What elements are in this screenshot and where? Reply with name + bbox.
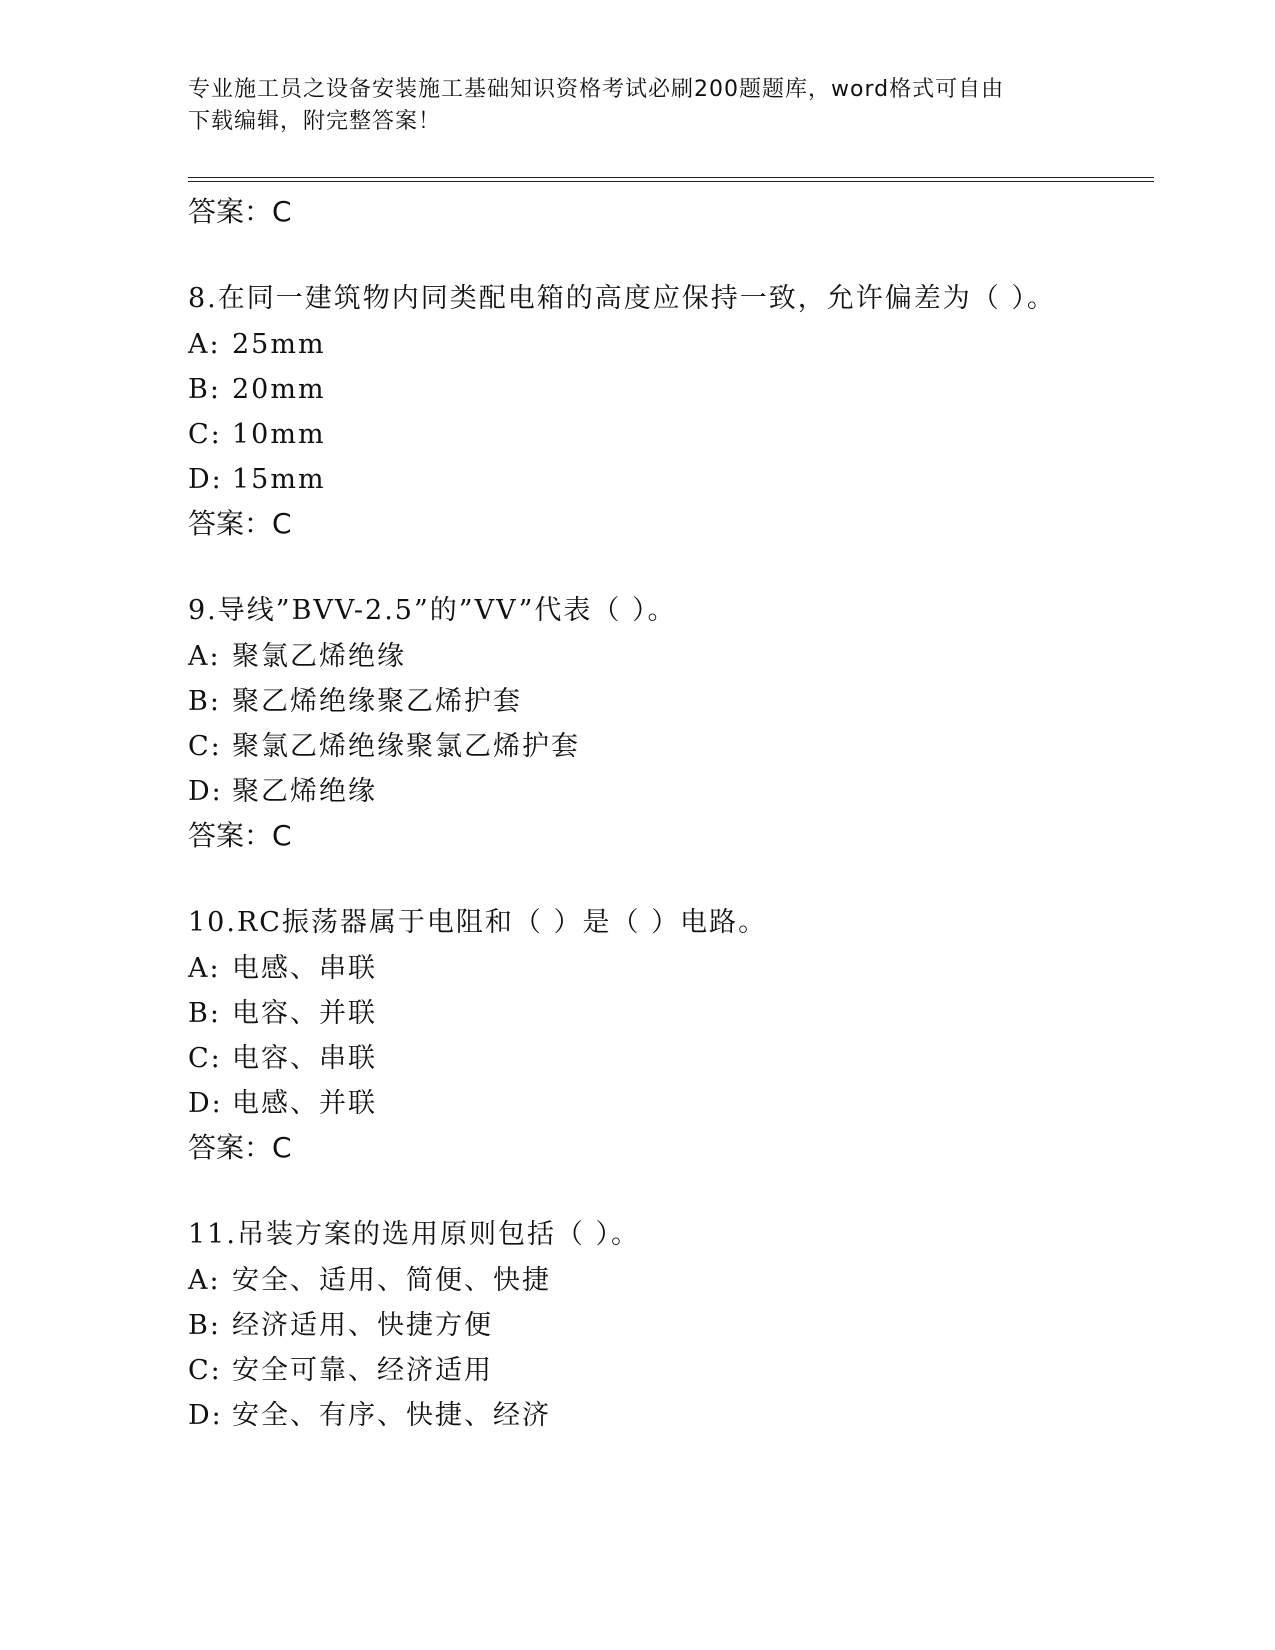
option-text: 安全可靠、经济适用 [232,1355,493,1386]
option-text: 电感、并联 [232,1088,377,1119]
option-11-b [188,1303,1154,1348]
option-letter: B: [188,1310,221,1341]
header-line-1: 专业施工员之设备安装施工基础知识资格考试必刷200题题库，word格式可自由 [188,77,1005,102]
option-letter: C: [188,1355,222,1386]
option-text: 15mm [232,464,326,495]
option-letter: A: [188,1265,221,1296]
option-letter: A: [188,953,221,984]
option-text: 聚氯乙烯绝缘聚氯乙烯护套 [232,731,580,762]
answer-label: 答案： [188,507,273,540]
answer-line-9 [188,814,1154,858]
option-9-c [188,724,1154,769]
option-letter: B: [188,686,221,717]
option-text: 安全、有序、快捷、经济 [232,1400,551,1431]
option-text: 聚氯乙烯绝缘 [232,641,406,672]
option-text: 聚乙烯绝缘聚乙烯护套 [232,686,522,717]
question-stem-11: 11.吊装方案的选用原则包括（ ）。 [188,1219,641,1250]
answer-label: 答案： [188,819,273,852]
question-block-8 [188,276,1154,546]
question-block-11 [188,1212,1154,1438]
question-stem-9: 9.导线”BVV-2.5”的”VV”代表（ ）。 [188,595,677,626]
option-text: 电容、并联 [232,998,377,1029]
option-10-d [188,1081,1154,1126]
option-letter: C: [188,731,222,762]
option-text: 电容、串联 [232,1043,377,1074]
option-letter: D: [188,1400,223,1431]
answer-label: 答案： [188,195,273,228]
header-divider-top [188,177,1154,178]
option-10-c [188,1036,1154,1081]
option-11-d [188,1393,1154,1438]
option-letter: A: [188,641,221,672]
option-11-a [188,1258,1154,1303]
option-8-d [188,457,1154,502]
document-header-note [188,74,1068,138]
option-text: 聚乙烯绝缘 [232,776,377,807]
option-8-c [188,412,1154,457]
answer-label: 答案： [188,1131,273,1164]
option-letter: A: [188,329,221,360]
option-11-c [188,1348,1154,1393]
option-9-b [188,679,1154,724]
answer-line-prev [188,190,1154,234]
question-list [188,190,1154,1438]
header-line-2: 下载编辑，附完整答案！ [188,109,442,134]
answer-line-10 [188,1126,1154,1170]
option-9-d [188,769,1154,814]
option-text: 10mm [232,419,326,450]
option-text: 电感、串联 [232,953,377,984]
option-letter: B: [188,374,221,405]
option-text: 安全、适用、简便、快捷 [232,1265,551,1296]
option-letter: D: [188,776,223,807]
question-block-10 [188,900,1154,1170]
option-letter: B: [188,998,221,1029]
option-letter: C: [188,419,222,450]
answer-value: C [272,195,292,228]
header-divider-bottom [188,181,1154,182]
option-8-a [188,322,1154,367]
answer-value: C [272,819,292,852]
answer-value: C [272,1131,292,1164]
answer-value: C [272,507,292,540]
question-stem-8: 8.在同一建筑物内同类配电箱的高度应保持一致，允许偏差为（ ）。 [188,283,1056,314]
option-10-b [188,991,1154,1036]
option-9-a [188,634,1154,679]
option-10-a [188,946,1154,991]
option-letter: D: [188,464,223,495]
option-text: 经济适用、快捷方便 [232,1310,493,1341]
option-text: 25mm [232,329,326,360]
option-8-b [188,367,1154,412]
option-letter: C: [188,1043,222,1074]
option-text: 20mm [232,374,326,405]
answer-line-8 [188,502,1154,546]
option-letter: D: [188,1088,223,1119]
question-stem-10: 10.RC振荡器属于电阻和（ ）是（ ）电路。 [188,907,768,938]
question-block-9 [188,588,1154,858]
